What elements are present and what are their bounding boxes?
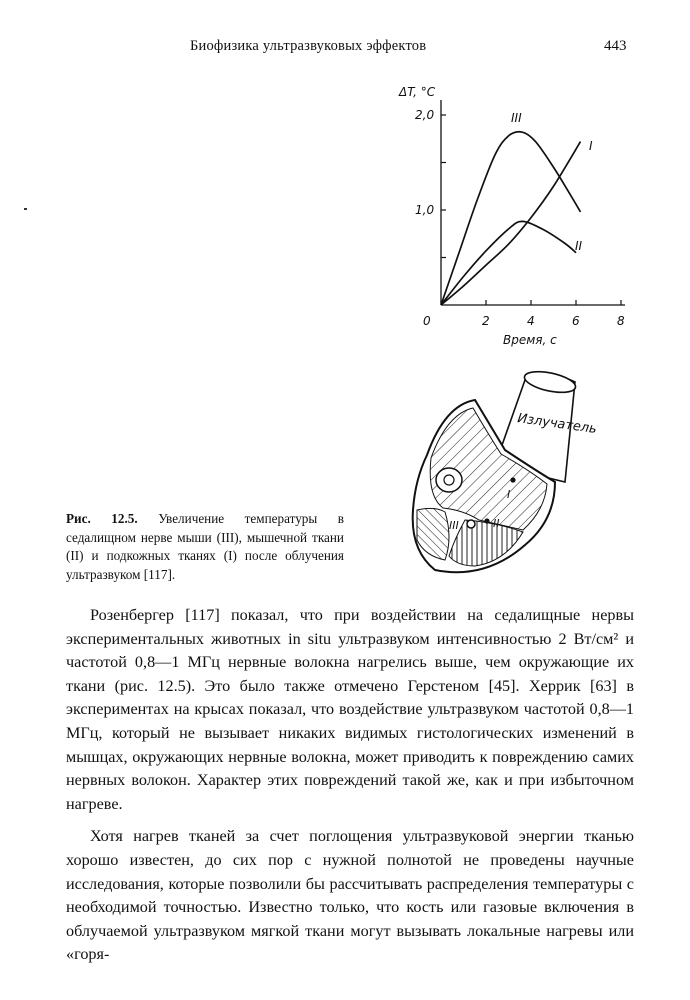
figure-caption <box>66 510 344 584</box>
sciatic-nerve <box>467 520 475 528</box>
series-line-II <box>441 221 576 305</box>
probe-point-1 <box>510 477 515 482</box>
body-text <box>66 604 634 967</box>
emitter-label: Излучатель <box>516 411 598 438</box>
bone <box>436 468 462 492</box>
temperature-chart <box>395 78 645 358</box>
marker-label-III: III <box>449 519 459 532</box>
caption-label: Рис. 12.5. <box>66 511 138 526</box>
curve-label-III: III <box>511 111 522 125</box>
anatomy-diagram <box>405 370 660 585</box>
curve-label-II: II <box>575 239 583 253</box>
paragraph-2: Хотя нагрев тканей за счет поглощения ультразвуковой энергии тканью хорошо известен, до сих пор с нужной полнотой не проведены научные исследования, которые позволили бы рассчитывать распределения температуры с необходимой точностью. Известно только, что кость или газовые включения в облучаемой ультразвуком мягкой ткани могут вызывать локальные нагревы или «горя- <box>66 827 634 964</box>
curve-label-I: I <box>589 139 593 153</box>
x-tick-label: 4 <box>527 314 535 328</box>
caption-text: Увеличение температуры в седалищном нерве мыши (III), мышечной ткани (II) и подкожных тканях (I) после облучения ультразвуком [117]. <box>66 511 344 582</box>
y-tick-label: 2,0 <box>415 108 435 122</box>
page-number: 443 <box>604 38 627 54</box>
x-tick-label: 2 <box>482 314 490 328</box>
scan-speck <box>24 208 27 210</box>
probe-point-2 <box>484 518 489 523</box>
running-title: Биофизика ультразвуковых эффектов <box>190 38 427 54</box>
x-tick-label: 0 <box>423 314 431 328</box>
paragraph-1: Розенбергер [117] показал, что при воздействии на седалищные нервы экспериментальных животных in situ ультразвуком интенсивностью 2 Вт/см² и частотой 0,8—1 МГц нервные волокна нагрелись выше, чем окружающие их ткани (рис. 12.5). Это было также отмечено Герстеном [45]. Херрик [63] в экспериментах на крысах показал, что воздействие ультразвуком частотой 0,8—1 МГц, который не вызывает никаких видимых гистологических изменений в мышцах, окружающих нервные волокна, может приводить к повреждению самих нервных волокон. Характер этих повреждений такой же, как и при избыточном нагреве. <box>66 606 634 813</box>
y-tick-label: 1,0 <box>415 203 435 217</box>
series-lines <box>441 132 581 305</box>
marker-label-II: II <box>493 517 500 530</box>
x-tick-label: 6 <box>572 314 580 328</box>
series-line-I <box>441 142 581 305</box>
x-tick-label: 8 <box>617 314 625 328</box>
x-axis-label: Время, с <box>503 333 557 347</box>
x-ticks <box>423 300 625 328</box>
y-axis-label: ΔT, °С <box>399 85 436 99</box>
marker-label-I: I <box>507 488 511 501</box>
